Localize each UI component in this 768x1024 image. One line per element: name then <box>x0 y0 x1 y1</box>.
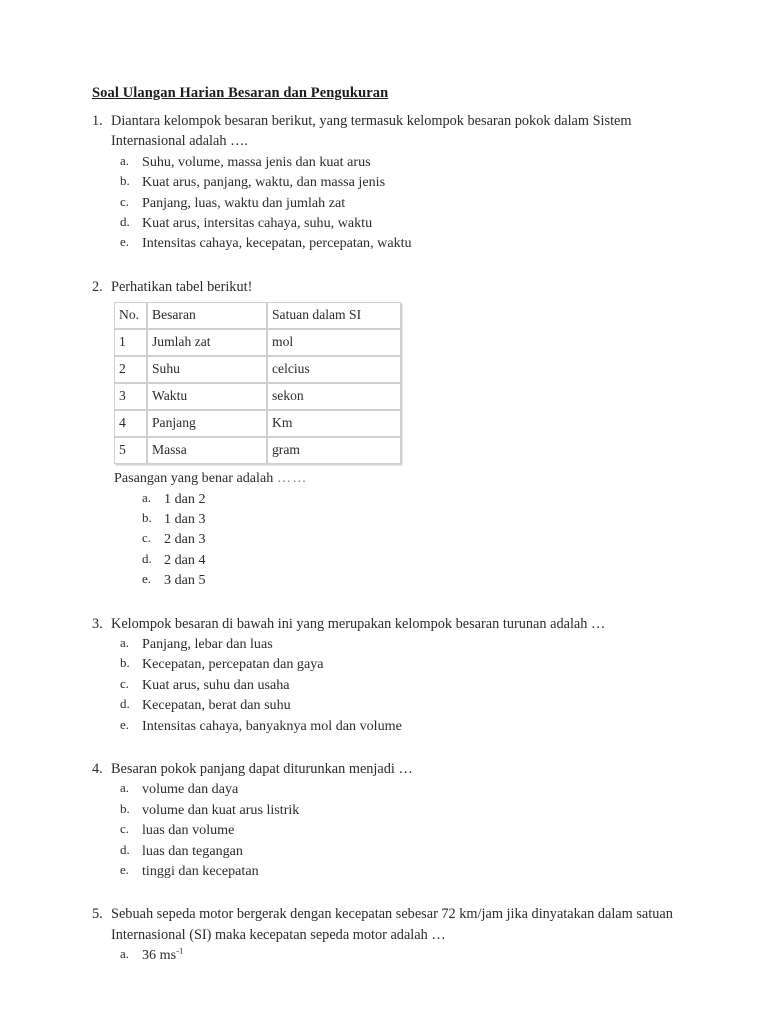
option-item[interactable] <box>142 550 692 570</box>
question-4-text: Besaran pokok panjang dapat diturunkan menjadi … <box>111 761 413 778</box>
option-item[interactable] <box>120 841 692 861</box>
question-2 <box>92 277 692 591</box>
option-letter: d. <box>120 213 130 229</box>
option-text: Intensitas cahaya, kecepatan, percepatan, waktu <box>142 235 412 252</box>
table-cell: 1 <box>114 329 147 356</box>
option-item[interactable] <box>120 820 692 840</box>
option-letter: d. <box>120 841 130 857</box>
option-item[interactable] <box>142 529 692 549</box>
page-title: Soal Ulangan Harian Besaran dan Pengukuran <box>92 85 389 101</box>
spacer <box>92 254 692 277</box>
table-row <box>114 356 401 383</box>
question-1-text: Diantara kelompok besaran berikut, yang termasuk kelompok besaran pokok dalam Sistem Internasional adalah …. <box>111 113 632 150</box>
question-2-number: 2. <box>92 278 103 295</box>
option-letter: b. <box>120 800 130 816</box>
option-item[interactable] <box>120 716 692 736</box>
table-cell: Suhu <box>147 356 267 383</box>
option-letter: d. <box>120 696 130 712</box>
option-item[interactable] <box>120 779 692 799</box>
table-row <box>114 329 401 356</box>
option-item[interactable] <box>120 634 692 654</box>
question-4-number: 4. <box>92 761 103 778</box>
question-4-heading <box>92 759 692 779</box>
spacer <box>92 881 692 904</box>
option-text: Kecepatan, berat dan suhu <box>142 697 291 714</box>
question-1-number: 1. <box>92 113 103 130</box>
table-header-cell: No. <box>114 302 147 329</box>
option-item[interactable] <box>120 861 692 881</box>
option-letter: c. <box>142 530 152 546</box>
question-2-options <box>92 489 692 591</box>
table-header-cell: Besaran <box>147 302 267 329</box>
question-5-text: Sebuah sepeda motor bergerak dengan kecepatan sebesar 72 km/jam jika dinyatakan dalam satuan Internasional (SI) maka kecepatan sepeda motor adalah … <box>111 906 673 943</box>
option-letter: e. <box>120 716 130 732</box>
table-header-row <box>114 302 401 329</box>
option-letter: a. <box>120 946 130 962</box>
option-item[interactable] <box>120 800 692 820</box>
option-item[interactable] <box>142 509 692 529</box>
option-letter: b. <box>120 655 130 671</box>
option-text: Kecepatan, percepatan dan gaya <box>142 656 324 673</box>
option-item[interactable] <box>120 945 692 965</box>
table-row <box>114 383 401 410</box>
table-cell: sekon <box>267 383 401 410</box>
table-cell: gram <box>267 437 401 464</box>
table-cell: Jumlah zat <box>147 329 267 356</box>
option-text: Kuat arus, panjang, waktu, dan massa jenis <box>142 174 386 191</box>
option-letter: d. <box>142 550 152 566</box>
spacer <box>92 591 692 614</box>
option-text: 1 dan 3 <box>164 510 206 527</box>
question-3-options <box>92 634 692 736</box>
table-header-cell: Satuan dalam SI <box>267 302 401 329</box>
option-text: 1 dan 2 <box>164 490 206 507</box>
option-letter: b. <box>120 173 130 189</box>
question-1-options <box>92 152 692 254</box>
table-cell: Panjang <box>147 410 267 437</box>
option-letter: c. <box>120 675 130 691</box>
option-letter: e. <box>120 234 130 250</box>
table-cell: Waktu <box>147 383 267 410</box>
option-item[interactable] <box>142 489 692 509</box>
question-4 <box>92 759 692 881</box>
option-text: 2 dan 3 <box>164 531 206 548</box>
question-2-prompt <box>92 468 692 488</box>
table-cell: 4 <box>114 410 147 437</box>
option-value: 36 ms <box>142 947 177 964</box>
option-item[interactable] <box>120 213 692 233</box>
question-5-options <box>92 945 692 965</box>
table-cell: 2 <box>114 356 147 383</box>
option-text: Kuat arus, intersitas cahaya, suhu, waktu <box>142 214 373 231</box>
option-letter: e. <box>120 862 130 878</box>
option-item[interactable] <box>120 172 692 192</box>
option-item[interactable] <box>120 695 692 715</box>
table-cell: Massa <box>147 437 267 464</box>
option-letter: b. <box>142 509 152 525</box>
option-letter: c. <box>120 193 130 209</box>
table-cell: mol <box>267 329 401 356</box>
option-item[interactable] <box>120 193 692 213</box>
question-3 <box>92 614 692 736</box>
option-text: Suhu, volume, massa jenis dan kuat arus <box>142 153 371 170</box>
question-1 <box>92 111 692 254</box>
option-letter: a. <box>120 780 130 796</box>
option-text: volume dan daya <box>142 781 239 798</box>
question-3-number: 3. <box>92 615 103 632</box>
table-cell: 5 <box>114 437 147 464</box>
option-item[interactable] <box>120 654 692 674</box>
document-body <box>92 84 692 965</box>
option-letter: c. <box>120 821 130 837</box>
option-letter: a. <box>120 152 130 168</box>
question-3-text: Kelompok besaran di bawah ini yang merupakan kelompok besaran turunan adalah … <box>111 615 606 632</box>
option-letter: e. <box>142 571 152 587</box>
option-text: luas dan tegangan <box>142 842 243 859</box>
option-text: Intensitas cahaya, banyaknya mol dan volume <box>142 717 402 734</box>
question-2-prompt-text: Pasangan yang benar adalah <box>114 470 274 487</box>
question-5-number: 5. <box>92 906 103 923</box>
option-item[interactable] <box>120 233 692 253</box>
question-3-heading <box>92 614 692 634</box>
option-letter: a. <box>142 489 152 505</box>
option-text: 3 dan 5 <box>164 572 206 589</box>
option-text: luas dan volume <box>142 822 235 839</box>
option-item[interactable] <box>120 152 692 172</box>
table-row <box>114 437 401 464</box>
table-cell: 3 <box>114 383 147 410</box>
question-1-heading <box>92 111 692 152</box>
option-item[interactable] <box>120 675 692 695</box>
option-text: Panjang, lebar dan luas <box>142 635 273 652</box>
option-text: Panjang, luas, waktu dan jumlah zat <box>142 194 346 211</box>
besaran-table-wrapper <box>92 302 692 464</box>
option-text <box>142 945 692 965</box>
option-text: volume dan kuat arus listrik <box>142 801 300 818</box>
table-cell: Km <box>267 410 401 437</box>
option-letter: a. <box>120 634 130 650</box>
table-cell: celcius <box>267 356 401 383</box>
question-5 <box>92 904 692 965</box>
question-4-options <box>92 779 692 881</box>
table-row <box>114 410 401 437</box>
besaran-table <box>114 302 401 464</box>
option-text: Kuat arus, suhu dan usaha <box>142 676 290 693</box>
option-text: 2 dan 4 <box>164 551 206 568</box>
option-text: tinggi dan kecepatan <box>142 863 259 880</box>
option-item[interactable] <box>142 570 692 590</box>
question-2-prompt-dots: …… <box>276 470 308 487</box>
question-2-text: Perhatikan tabel berikut! <box>111 278 253 295</box>
question-2-heading <box>92 277 692 297</box>
spacer <box>92 736 692 759</box>
option-exponent: -1 <box>176 945 184 956</box>
question-5-heading <box>92 904 692 945</box>
